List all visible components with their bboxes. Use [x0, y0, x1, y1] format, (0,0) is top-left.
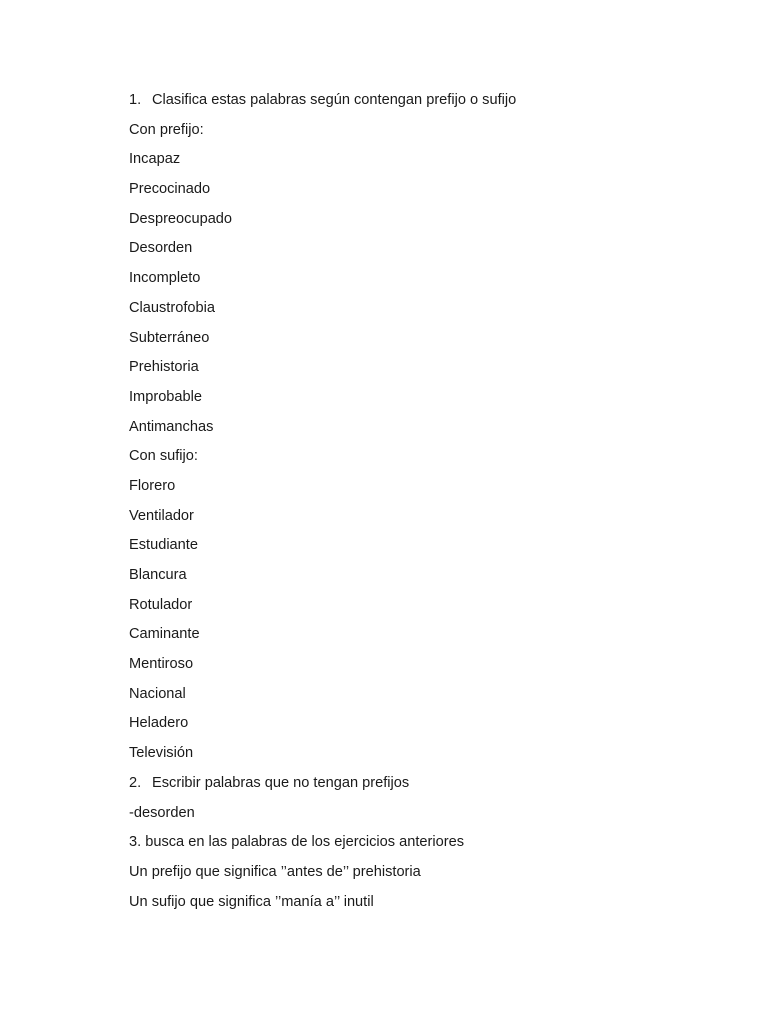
prefix-word: Subterráneo — [129, 329, 210, 346]
suffix-word: Mentiroso — [129, 656, 194, 673]
question-2 — [129, 771, 729, 801]
suffix-word-list — [129, 474, 729, 771]
question-1-number: 1. — [129, 92, 142, 108]
prefix-word: Incompleto — [129, 270, 201, 287]
suffix-word: Nacional — [129, 685, 186, 702]
suffix-word: Florero — [129, 477, 176, 494]
prefix-heading: Con prefijo: — [129, 121, 204, 138]
prefix-word: Incapaz — [129, 151, 181, 168]
question-3-answer-suffix: Un sufijo que significa ’’manía a’’ inutil — [129, 893, 374, 910]
suffix-word: Estudiante — [129, 537, 198, 554]
suffix-heading: Con sufijo: — [129, 448, 198, 465]
question-2-answer: -desorden — [129, 804, 195, 821]
suffix-word: Caminante — [129, 626, 200, 643]
prefix-word: Desorden — [129, 240, 193, 257]
suffix-word: Blancura — [129, 567, 187, 583]
prefix-word: Precocinado — [129, 181, 211, 198]
question-2-number: 2. — [129, 774, 142, 791]
document-content — [129, 88, 729, 919]
question-3-answer-prefix: Un prefijo que significa ’’antes de’’ prehistoria — [129, 863, 421, 880]
prefix-word: Claustrofobia — [129, 299, 215, 316]
prefix-word: Antimanchas — [129, 418, 214, 435]
suffix-word: Ventilador — [129, 507, 194, 524]
suffix-word: Televisión — [129, 745, 194, 762]
prefix-word-list — [129, 147, 729, 444]
question-2-text: Escribir palabras que no tengan prefijos — [152, 774, 410, 791]
prefix-word: Prehistoria — [129, 359, 199, 376]
question-3: 3. busca en las palabras de los ejercicios anteriores — [129, 834, 465, 851]
question-1-text: Clasifica estas palabras según contengan prefijo o sufijo — [152, 92, 517, 108]
suffix-word: Heladero — [129, 715, 189, 732]
question-1 — [129, 88, 729, 118]
suffix-word: Rotulador — [129, 596, 193, 613]
prefix-word: Improbable — [129, 388, 203, 405]
prefix-word: Despreocupado — [129, 210, 233, 227]
